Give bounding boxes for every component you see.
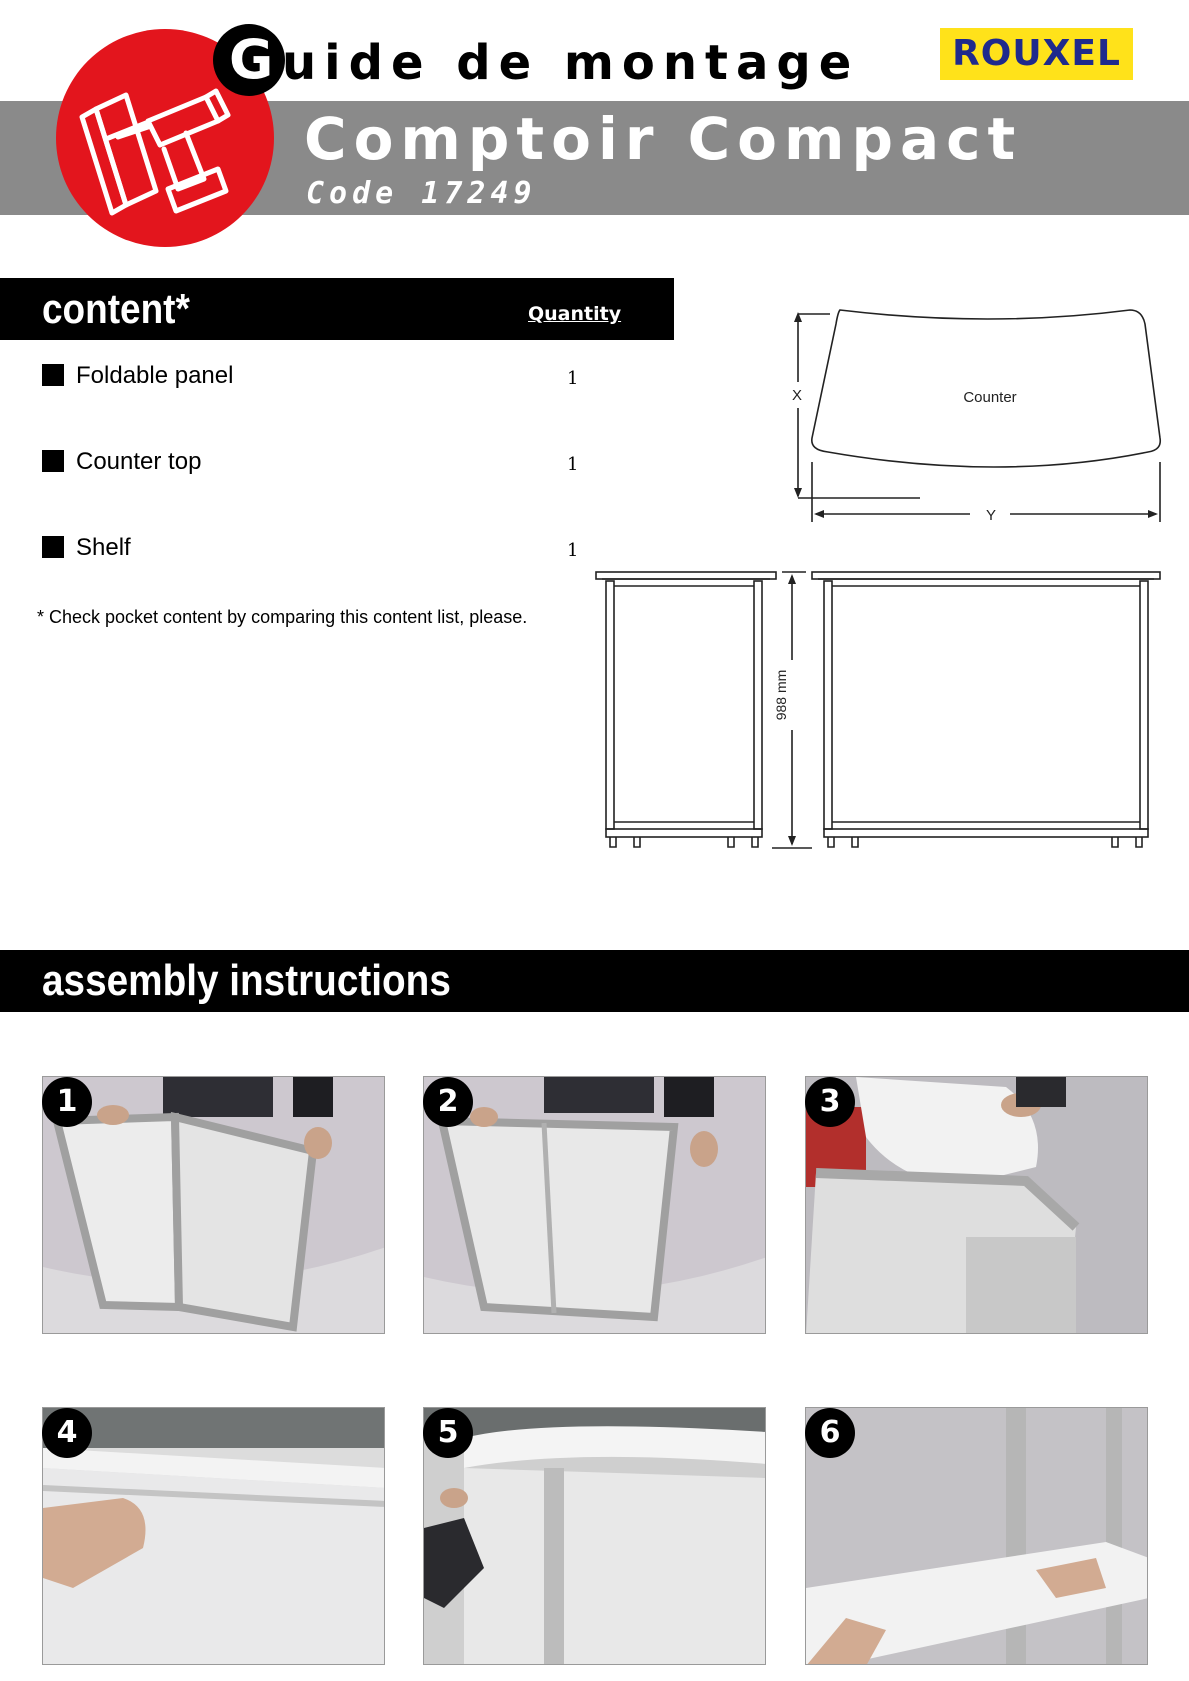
- item-quantity: 1: [567, 368, 579, 389]
- step-number: 1: [42, 1077, 92, 1127]
- step-number: 6: [805, 1408, 855, 1458]
- item-quantity: 1: [567, 540, 579, 561]
- brand-logo: ROUXEL: [940, 28, 1133, 80]
- quantity-header: Quantity: [528, 303, 622, 325]
- counter-label: Counter: [963, 389, 1017, 406]
- guide-title: uide de montage: [282, 35, 860, 91]
- item-bullet: [42, 536, 64, 558]
- step-number: 3: [805, 1077, 855, 1127]
- step-2-photo: [423, 1076, 766, 1334]
- item-label-foldable-panel: Foldable panel: [76, 362, 234, 389]
- step-number: 4: [42, 1408, 92, 1458]
- assembly-section-title: assembly instructions: [42, 956, 451, 1005]
- step-1-photo: [42, 1076, 385, 1334]
- item-label-counter-top: Counter top: [76, 448, 202, 475]
- y-dimension-label: Y: [985, 507, 997, 524]
- step-number: 2: [423, 1077, 473, 1127]
- item-bullet: [42, 364, 64, 386]
- height-dimension-label: 988 mm: [773, 669, 789, 721]
- step-3-photo: [805, 1076, 1148, 1334]
- content-footnote: * Check pocket content by comparing this content list, please.: [37, 607, 528, 627]
- step-5-photo: [423, 1407, 766, 1665]
- guide-initial: G: [229, 28, 274, 91]
- item-label-shelf: Shelf: [76, 534, 131, 561]
- product-title: Comptoir Compact: [304, 105, 1023, 173]
- counter-diagram: [580, 290, 1180, 920]
- front-view: [812, 572, 1160, 847]
- step-number: 5: [423, 1408, 473, 1458]
- side-view: [596, 572, 776, 847]
- product-code: Code 17249: [306, 176, 537, 211]
- step-4-photo: [42, 1407, 385, 1665]
- step-6-photo: [805, 1407, 1148, 1665]
- x-dimension-label: X: [791, 387, 803, 404]
- item-bullet: [42, 450, 64, 472]
- content-section-title: content*: [42, 285, 190, 332]
- item-quantity: 1: [567, 454, 579, 475]
